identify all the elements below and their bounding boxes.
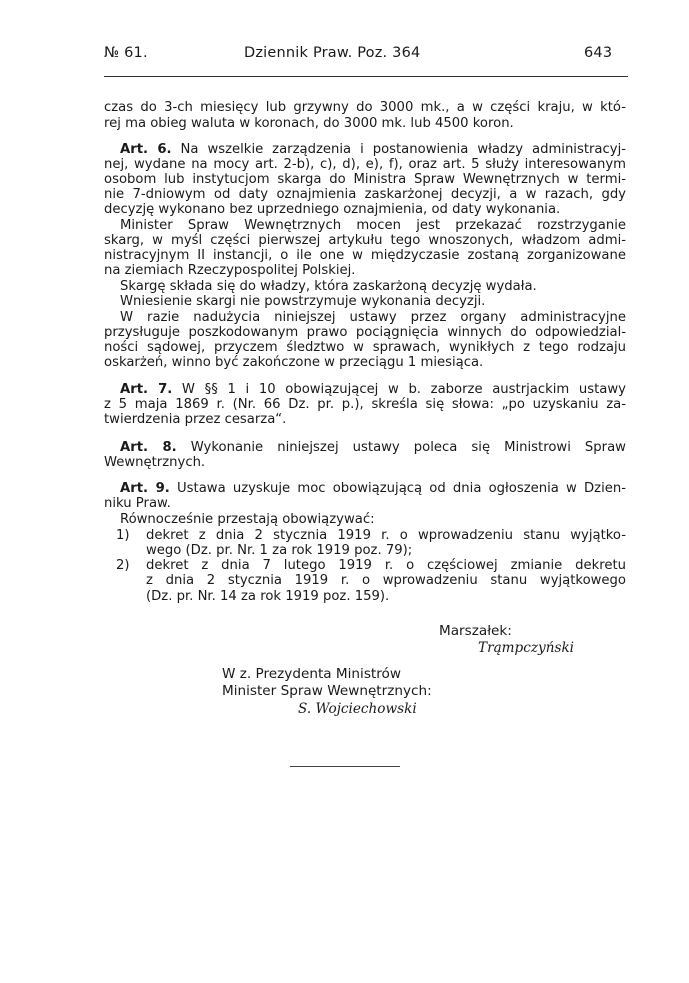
article-8-text: Wykonanie niniejszej ustawy poleca się Ministrowi Spraw — [190, 440, 626, 455]
marshal-signature: Trąmpczyński — [478, 640, 575, 656]
journal-title: Dziennik Praw. Poz. 364 — [244, 45, 421, 61]
article-9-first-line — [120, 481, 626, 496]
text-line: niku Praw. — [104, 496, 171, 511]
text-line: nistracyjnym II instancji, o ile one w międzyczasie zostaną zorganizowane — [104, 248, 626, 263]
page-number: 643 — [584, 45, 613, 61]
text-line: ności sądowej, przyczem śledztwo w sprawach, wynikłych z tego rodzaju — [104, 340, 626, 355]
marshal-title: Marszałek: — [439, 623, 512, 639]
text-line: W razie nadużycia niniejszej ustawy przez organy administracyjne — [120, 310, 626, 325]
list-item-line: (Dz. pr. Nr. 14 za rok 1919 poz. 159). — [146, 589, 390, 604]
list-number: 1) — [116, 528, 130, 543]
text-line: decyzję wykonano bez uprzedniego oznajmienia, od daty wykonania. — [104, 202, 561, 217]
article-7-text: W §§ 1 i 10 obowiązującej w b. zaborze austrjackim ustawy — [181, 382, 626, 397]
text-line: przysługuje poszkodowanym prawo pociągnięcia winnych do odpowiedzial- — [104, 325, 626, 340]
text-line: nej, wydane na mocy art. 2-b), c), d), e), f), oraz art. 5 służy interesowanym — [104, 157, 626, 172]
minister-title: Minister Spraw Wewnętrznych: — [222, 683, 432, 699]
list-item-line: dekret z dnia 2 stycznia 1919 r. o wprowadzeniu stanu wyjątko- — [146, 528, 626, 543]
text-line: czas do 3-ch miesięcy lub grzywny do 3000 mk., a w części kraju, w któ- — [104, 100, 626, 115]
list-item-line: dekret z dnia 7 lutego 1919 r. o częściowej zmianie dekretu — [146, 558, 626, 573]
list-number: 2) — [116, 558, 130, 573]
article-7-label: Art. 7. — [120, 382, 173, 397]
list-item-line: wego (Dz. pr. Nr. 1 za rok 1919 poz. 79); — [146, 543, 413, 558]
article-8-label: Art. 8. — [120, 440, 177, 455]
text-line: oskarżeń, winno być zakończone w przeciągu 1 miesiąca. — [104, 355, 484, 370]
list-item-line: z dnia 2 stycznia 1919 r. o wprowadzeniu stanu wyjątkowego — [146, 573, 626, 588]
text-line: z 5 maja 1869 r. (Nr. 66 Dz. pr. p.), skreśla się słowa: „po uzyskaniu za- — [104, 397, 626, 412]
text-line: Minister Spraw Wewnętrznych mocen jest przekazać rozstrzyganie — [120, 218, 626, 233]
text-line: nie 7-dniowym od daty oznajmienia zaskarżonej decyzji, a w razach, gdy — [104, 187, 626, 202]
text-line: twierdzenia przez cesarza“. — [104, 412, 287, 427]
text-line: na ziemiach Rzeczypospolitej Polskiej. — [104, 263, 356, 278]
text-line: Skargę składa się do władzy, która zaskarżoną decyzję wydała. — [120, 279, 537, 294]
text-line: Wewnętrznych. — [104, 455, 206, 470]
article-6-text: Na wszelkie zarządzenia i postanowienia władzy administracyj- — [180, 142, 626, 157]
text-line: rej ma obieg waluta w koronach, do 3000 mk. lub 4500 koron. — [104, 116, 514, 131]
text-line: skarg, w myśl części pierwszej artykułu tego wnoszonych, władzom admi- — [104, 233, 626, 248]
article-6-label: Art. 6. — [120, 142, 172, 157]
minister-signature: S. Wojciechowski — [298, 701, 417, 717]
article-7-first-line — [120, 382, 626, 397]
text-line: Wniesienie skargi nie powstrzymuje wykonania decyzji. — [120, 294, 486, 309]
article-9-label: Art. 9. — [120, 481, 170, 496]
header-rule — [104, 76, 628, 77]
text-line: osobom lub instytucjom skarga do Ministra Spraw Wewnętrznych w termi- — [104, 172, 626, 187]
issue-number: № 61. — [104, 45, 148, 61]
closing-rule — [290, 766, 400, 767]
pm-deputy-line: W z. Prezydenta Ministrów — [222, 666, 401, 682]
article-6-first-line — [120, 142, 626, 157]
article-9-text: Ustawa uzyskuje moc obowiązującą od dnia ogłoszenia w Dzien- — [177, 481, 626, 496]
article-8-first-line — [120, 440, 626, 455]
text-line: Równocześnie przestają obowiązywać: — [120, 512, 375, 527]
